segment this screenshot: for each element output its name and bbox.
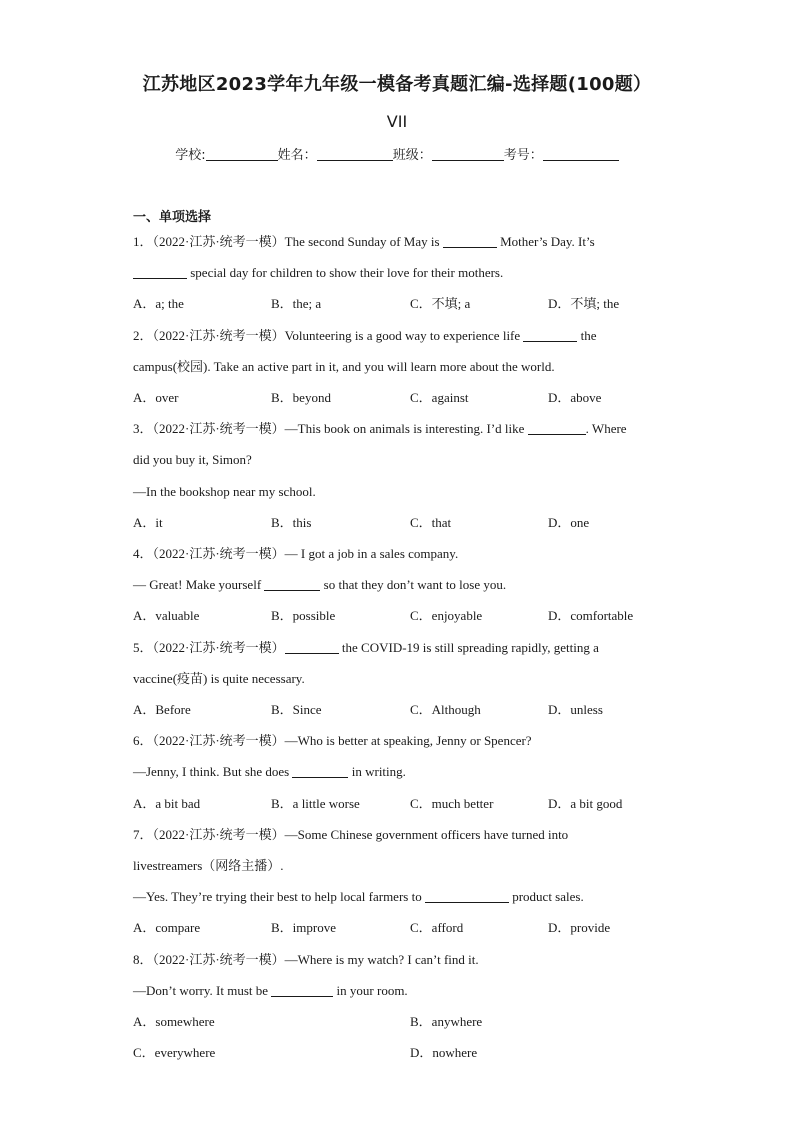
question-4-option-b: B．possible [271,608,336,623]
question-4-option-c: C．enjoyable [410,608,483,623]
question-6-option-a: A．a bit bad [133,796,201,811]
question-2-line-2: campus(校园). Take an active part in it, and you will learn more about the world. [133,359,555,374]
number-blank [543,146,619,161]
school-label: 学校: [175,148,206,163]
question-1-line-2: special day for children to show their love for their mothers. [133,264,503,282]
question-3-line-1: 3．（2022·江苏·统考一模）—This book on animals is interesting. I’d like . Where [133,421,627,436]
question-7-option-d: D．provide [548,920,611,935]
question-3-option-c: C．that [410,515,452,530]
question-1-option-a: A．a; the [133,296,184,311]
answer-blank [264,577,320,591]
question-6-option-d: D．a bit good [548,796,623,811]
question-2-option-a: A．over [133,390,179,405]
question-3-line-3: —In the bookshop near my school. [133,484,316,499]
question-7-line-3: —Yes. They’re trying their best to help local farmers to product sales. [133,889,584,904]
number-label: 考号： [503,148,543,163]
question-1-option-b: B．the; a [271,296,322,311]
question-2-option-d: D．above [548,390,602,405]
page-title: 江苏地区2023学年九年级一模备考真题汇编-选择题(100题） [142,74,652,95]
question-4-option-a: A．valuable [133,608,200,623]
question-5-option-d: D．unless [548,702,603,717]
answer-blank [528,421,586,435]
question-3-option-b: B．this [271,515,312,530]
question-7-option-c: C．afford [410,920,464,935]
question-8-option-d: D．nowhere [410,1045,478,1060]
answer-blank [285,640,339,654]
question-4-line-2: — Great! Make yourself so that they don’t want to lose you. [133,577,507,592]
question-8-option-a: A．somewhere [133,1014,215,1029]
question-5-line-2: vaccine(疫苗) is quite necessary. [133,671,305,686]
answer-blank [425,889,509,903]
question-5-option-c: C．Although [410,702,481,717]
class-blank [432,146,504,161]
answer-blank [523,328,577,342]
answer-blank [133,265,187,279]
question-7-line-1: 7．（2022·江苏·统考一模）—Some Chinese government officers have turned into [133,827,569,842]
question-8-line-2: —Don’t worry. It must be in your room. [133,983,408,998]
section-title: 一、单项选择 [133,210,212,225]
answer-blank [271,983,333,997]
student-info-row [0,144,794,163]
question-5-option-b: B．Since [271,702,322,717]
question-3-option-d: D．one [548,515,590,530]
class-label: 班级： [392,148,432,163]
question-5-option-a: A．Before [133,702,191,717]
page-subtitle: VII [386,112,408,131]
question-8-option-b: B．anywhere [410,1014,483,1029]
question-3-option-a: A．it [133,515,163,530]
question-2-line-1: 2．（2022·江苏·统考一模）Volunteering is a good way to experience life the [133,328,597,343]
question-6-line-1: 6．（2022·江苏·统考一模）—Who is better at speaking, Jenny or Spencer? [133,733,532,748]
question-7-option-b: B．improve [271,920,336,935]
name-label: 姓名： [277,148,317,163]
question-4-option-d: D．comfortable [548,608,634,623]
question-8-option-c: C．everywhere [133,1045,216,1060]
question-1-line-1: 1．（2022·江苏·统考一模）The second Sunday of May is Mother’s Day. It’s [133,234,595,249]
question-1-option-d: D．不填; the [548,296,620,311]
question-4-line-1: 4．（2022·江苏·统考一模）— I got a job in a sales company. [133,546,459,561]
answer-blank [292,764,348,778]
question-1-option-c: C．不填; a [410,296,471,311]
question-2-option-c: C．against [410,390,469,405]
question-3-line-2: did you buy it, Simon? [133,452,252,467]
question-6-line-2: —Jenny, I think. But she does in writing. [133,764,406,779]
question-6-option-b: B．a little worse [271,796,360,811]
school-blank [206,146,278,161]
question-8-line-1: 8．（2022·江苏·统考一模）—Where is my watch? I can’t find it. [133,952,479,967]
name-blank [317,146,393,161]
question-6-option-c: C．much better [410,796,494,811]
question-7-line-2: livestreamers（网络主播）. [133,858,284,873]
question-7-option-a: A．compare [133,920,201,935]
answer-blank [443,234,497,248]
question-5-line-1: 5．（2022·江苏·统考一模） the COVID-19 is still spreading rapidly, getting a [133,640,599,655]
question-2-option-b: B．beyond [271,390,331,405]
